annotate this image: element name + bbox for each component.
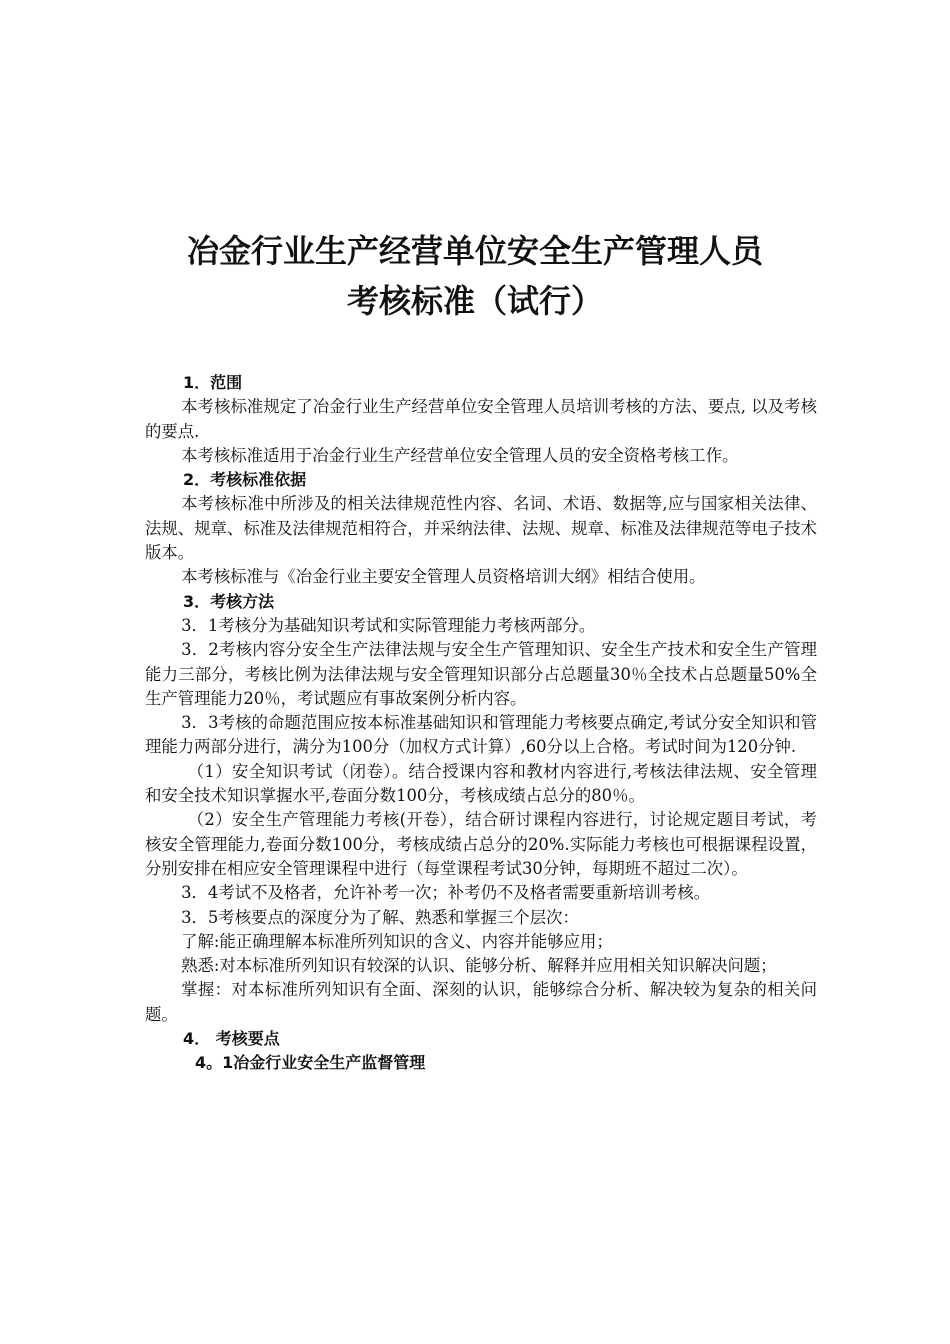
paragraph: 本考核标准中所涉及的相关法律规范性内容、名词、术语、数据等,应与国家相关法律、法规、规章、标准及法律规范相符合，并采纳法律、法规、规章、标准及法律规范等电子技术版本。 (145, 494, 818, 563)
paragraph: 掌握：对本标准所列知识有全面、深刻的认识，能够综合分析、解决较为复杂的相关问题。 (145, 980, 817, 1024)
paragraph: 3．1考核分为基础知识考试和实际管理能力考核两部分。 (181, 615, 596, 635)
paragraph: 熟悉:对本标准所列知识有较深的认识、能够分析、解释并应用相关知识解决问题； (181, 956, 777, 976)
paragraph: 3．4考试不及格者，允许补考一次；补考仍不及格者需要重新培训考核。 (181, 883, 711, 903)
document-title-line-2: 考核标准（试行） (346, 282, 603, 320)
section-heading-scope: 1．范围 (183, 373, 243, 392)
paragraph: 3．2考核内容分安全生产法律法规与安全生产管理知识、安全生产技术和安全生产管理能力三部分，考核比例为法律法规与安全管理知识部分占总题量30％全技术占总题量50%全生产管理能力20％，考试题应有事故案例分析内容。 (145, 640, 817, 708)
paragraph: 3．5考核要点的深度分为了解、熟悉和掌握三个层次： (181, 907, 579, 927)
section-heading-basis: 2．考核标准依据 (183, 470, 307, 490)
document-body (145, 371, 817, 1076)
paragraph: 本考核标准适用于冶金行业生产经营单位安全管理人员的安全资格考核工作。 (181, 445, 739, 465)
paragraph: 本考核标准与《冶金行业主要安全管理人员资格培训大纲》相结合使用。 (181, 567, 706, 587)
paragraph: 3．3考核的命题范围应按本标准基础知识和管理能力考核要点确定,考试分安全知识和管理能力两部分进行，满分为100分（加权方式计算）,60分以上合格。考试时间为120分钟. (145, 713, 817, 757)
section-heading-key-points: 4． 考核要点 (183, 1029, 280, 1049)
paragraph: 了解:能正确理解本标准所列知识的含义、内容并能够应用； (181, 931, 613, 951)
paragraph: （1）安全知识考试（闭卷）。结合授课内容和教材内容进行,考核法律法规、安全管理和安全技术知识掌握水平,卷面分数100分，考核成绩占总分的80％。 (145, 761, 817, 806)
subsection-heading: 4。1冶金行业安全生产监督管理 (195, 1053, 426, 1073)
document-title-line-1: 冶金行业生产经营单位安全生产管理人员 (186, 232, 763, 270)
paragraph: 本考核标准规定了冶金行业生产经营单位安全管理人员培训考核的方法、要点, 以及考核的要点. (145, 397, 817, 441)
paragraph: （2）安全生产管理能力考核(开卷），结合研讨课程内容进行，讨论规定题目考试，考核安全管理能力,卷面分数100分，考核成绩占总分的20%.实际能力考核也可根据课程设置，分别安排在相应安全管理课程中进行（每堂课程考试30分钟，每期班不超过二次）。 (145, 810, 817, 878)
section-heading-method: 3．考核方法 (183, 591, 275, 611)
